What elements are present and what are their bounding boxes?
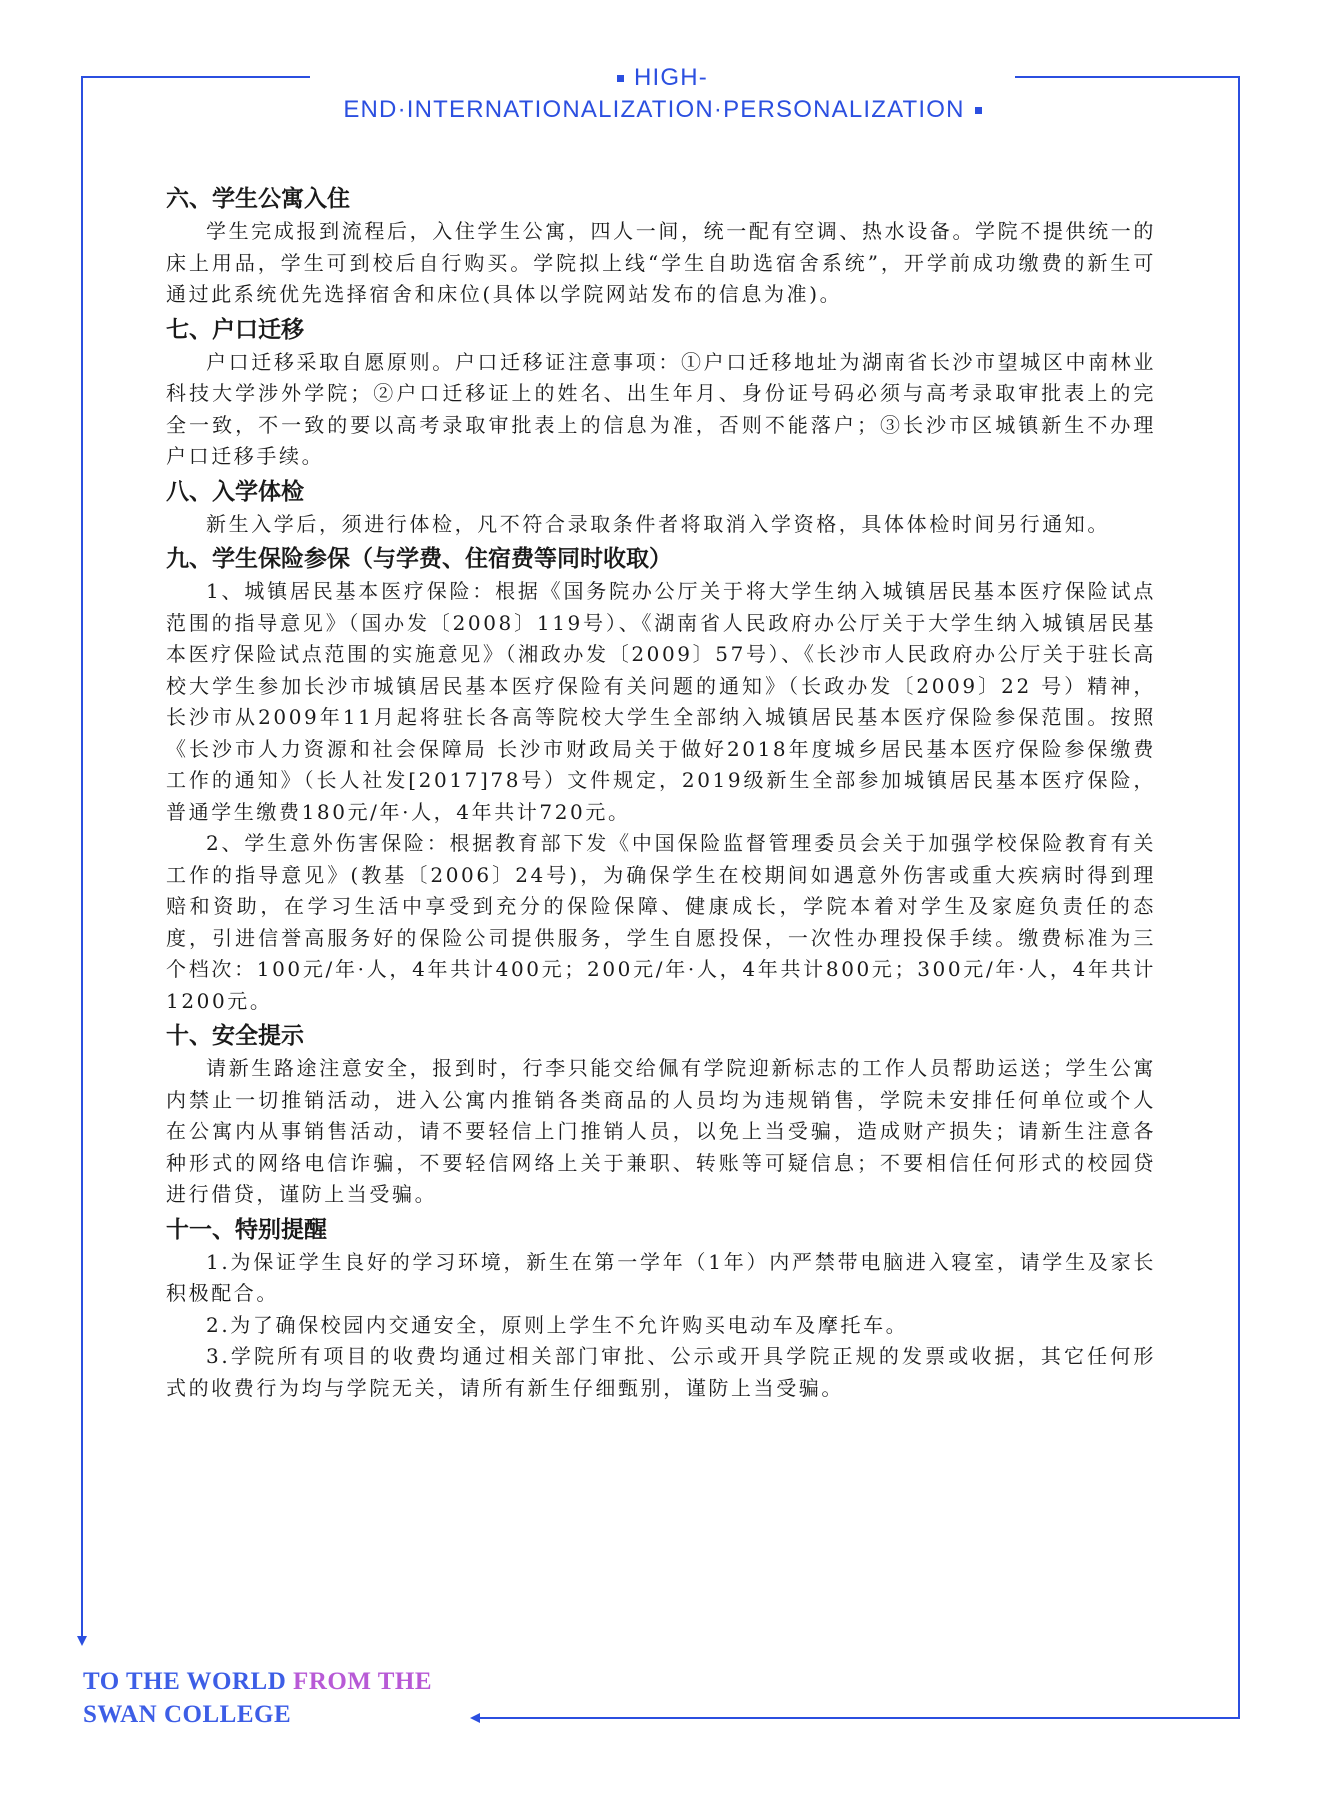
section-title: 八、入学体检	[166, 478, 304, 505]
footer-line-1	[83, 1665, 432, 1698]
arrow-down-icon	[77, 1636, 87, 1646]
arrow-left-icon	[470, 1713, 480, 1723]
section-paragraph: 户口迁移采取自愿原则。户口迁移证注意事项：①户口迁移地址为湖南省长沙市望城区中南林业科技大学涉外学院；②户口迁移证上的姓名、出生年月、身份证号码必须与高考录取审批表上的完全一致，不一致的要以高考录取审批表上的信息为准，否则不能落户；③长沙市区城镇新生不办理户口迁移手续。	[166, 349, 1156, 468]
frame-bottom-line	[478, 1717, 1240, 1719]
footer-slogan-part3: SWAN COLLEGE	[83, 1701, 292, 1728]
section	[166, 1213, 1156, 1405]
frame-left-line	[81, 76, 83, 1638]
section	[166, 1019, 1156, 1211]
section-title: 十、安全提示	[166, 1023, 304, 1049]
section-title: 六、学生公寓入住	[166, 186, 350, 212]
section-paragraph: 2、学生意外伤害保险：根据教育部下发《中国保险监督管理委员会关于加强学校保险教育有关工作的指导意见》(教基〔2006〕24号)，为确保学生在校期间如遇意外伤害或重大疾病时得到理赔和资助，在学习生活中享受到充分的保险保障、健康成长，学院本着对学生及家庭负责任的态度，引进信誉高服务好的保险公司提供服务，学生自愿投保，一次性办理投保手续。缴费标准为三个档次：100元/年·人，4年共计400元；200元/年·人，4年共计800元；300元/年·人，4年共计1200元。	[166, 831, 1156, 1013]
footer-slogan	[83, 1665, 432, 1731]
section-paragraph: 学生完成报到流程后，入住学生公寓，四人一间，统一配有空调、热水设备。学院不提供统一的床上用品，学生可到校后自行购买。学院拟上线“学生自助选宿舍系统”，开学前成功缴费的新生可通过此系统优先选择宿舍和床位(具体以学院网站发布的信息为准)。	[166, 219, 1156, 306]
section	[166, 542, 1156, 1017]
header-tagline	[310, 62, 1015, 126]
section-paragraph: 1.为保证学生良好的学习环境，新生在第一学年（1年）内严禁带电脑进入寝室，请学生及家长积极配合。	[166, 1249, 1156, 1305]
section-paragraph: 请新生路途注意安全，报到时，行李只能交给佩有学院迎新标志的工作人员帮助运送；学生公寓内禁止一切推销活动，进入公寓内推销各类商品的人员均为违规销售，学院未安排任何单位或个人在公寓内从事销售活动，请不要轻信上门推销人员，以免上当受骗，造成财产损失；请新生注意各种形式的网络电信诈骗，不要轻信网络上关于兼职、转账等可疑信息；不要相信任何形式的校园贷进行借贷，谨防上当受骗。	[166, 1056, 1156, 1206]
header-tagline-text: HIGH-END·INTERNATIONALIZATION·PERSONALIZATION	[343, 64, 965, 123]
section	[166, 313, 1156, 473]
square-bullet-icon	[617, 75, 624, 82]
document-body	[166, 180, 1156, 1404]
footer-slogan-part2: FROM THE	[293, 1668, 433, 1695]
frame-right-line	[1238, 76, 1240, 1719]
section-paragraph: 1、城镇居民基本医疗保险：根据《国务院办公厅关于将大学生纳入城镇居民基本医疗保险试点范围的指导意见》（国办发〔2008〕119号）、《湖南省人民政府办公厅关于大学生纳入城镇居民基本医疗保险试点范围的实施意见》（湘政办发〔2009〕57号）、《长沙市人民政府办公厅关于驻长高校大学生参加长沙市城镇居民基本医疗保险有关问题的通知》（长政办发〔2009〕22 号）精神，长沙市从2009年11月起将驻长各高等院校大学生全部纳入城镇居民基本医疗保险参保范围。按照《长沙市人力资源和社会保障局 长沙市财政局关于做好2018年度城乡居民基本医疗保险参保缴费工作的通知》（长人社发[2017]78号）文件规定，2019级新生全部参加城镇居民基本医疗保险，普通学生缴费180元/年·人，4年共计720元。	[166, 579, 1156, 824]
section-paragraph: 2.为了确保校园内交通安全，原则上学生不允许购买电动车及摩托车。	[206, 1312, 909, 1337]
section	[166, 475, 1156, 541]
square-bullet-icon	[975, 107, 982, 114]
section	[166, 182, 1156, 311]
footer-slogan-part1: TO THE WORLD	[83, 1668, 294, 1695]
section-paragraph: 新生入学后，须进行体检，凡不符合录取条件者将取消入学资格，具体体检时间另行通知。	[206, 511, 1110, 536]
section-title: 九、学生保险参保（与学费、住宿费等同时收取）	[166, 546, 672, 572]
section-title: 七、户口迁移	[166, 316, 304, 343]
section-paragraph: 3.学院所有项目的收费均通过相关部门审批、公示或开具学院正规的发票或收据，其它任何形式的收费行为均与学院无关，请所有新生仔细甄别，谨防上当受骗。	[166, 1344, 1156, 1400]
section-title: 十一、特别提醒	[166, 1216, 327, 1243]
